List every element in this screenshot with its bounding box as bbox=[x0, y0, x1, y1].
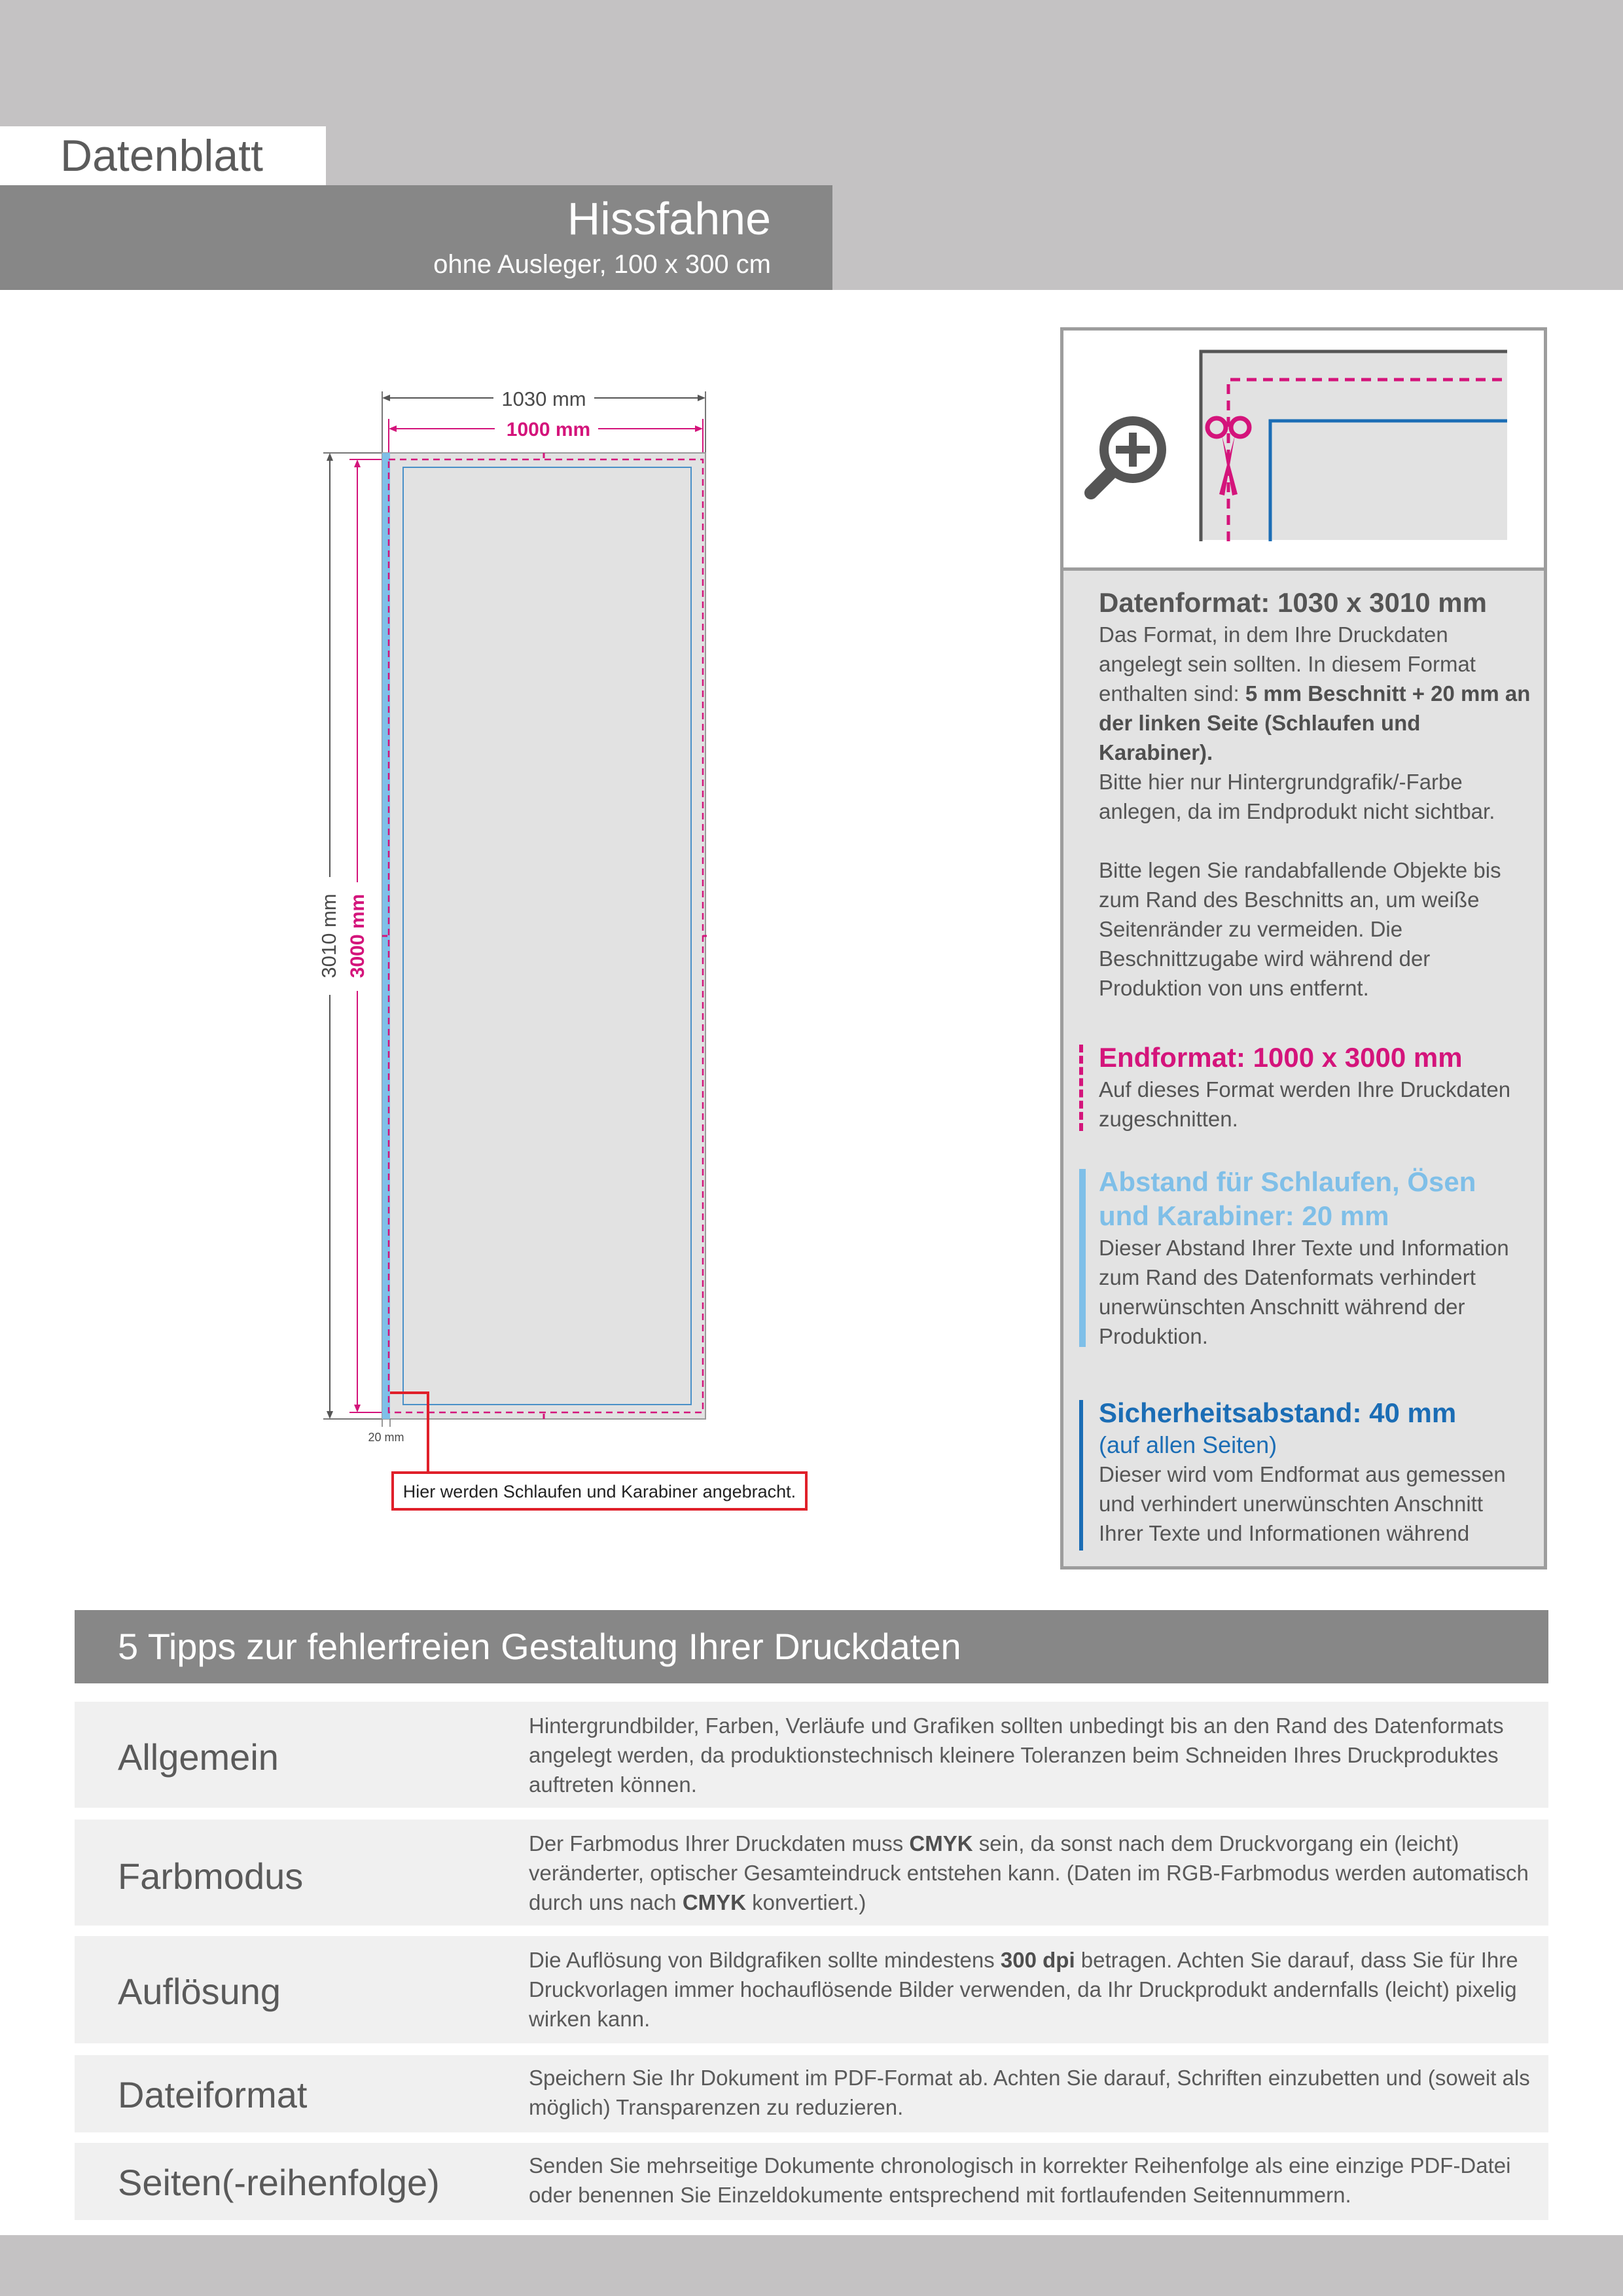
tip-label: Seiten(-reihenfolge) bbox=[118, 2162, 440, 2203]
endformat-description: Auf dieses Format werden Ihre Druckdaten zugeschnitten. bbox=[1099, 1077, 1511, 1131]
final-width-dimension bbox=[389, 419, 703, 453]
abstand-description: Dieser Abstand Ihrer Texte und Information zum Rand des Datenformats verhindert unerwünschten Anschnitt während der Produktion. bbox=[1099, 1236, 1509, 1348]
tip-label: Allgemein bbox=[118, 1736, 279, 1778]
sicherheit-subtitle: (auf allen Seiten) bbox=[1099, 1431, 1277, 1458]
final-height-label: 3000 mm bbox=[347, 893, 368, 978]
tip-row bbox=[75, 2055, 1548, 2132]
endformat-title: Endformat: 1000 x 3000 mm bbox=[1099, 1042, 1463, 1073]
tip-text: Senden Sie mehrseitige Dokumente chronologisch in korrekter Reihenfolge als eine einzige PDF-Datei oder benennen Sie Einzeldokumente entsprechend mit fortlaufenden Seitennummern. bbox=[529, 2153, 1511, 2207]
loop-area-marker bbox=[1079, 1169, 1086, 1347]
tip-row bbox=[75, 1820, 1548, 1926]
data-height-label: 3010 mm bbox=[317, 893, 340, 978]
data-width-label: 1030 mm bbox=[501, 387, 586, 410]
product-subtitle: ohne Ausleger, 100 x 300 cm bbox=[433, 250, 771, 279]
callout-text: Hier werden Schlaufen und Karabiner angebracht. bbox=[402, 1482, 796, 1501]
tips-title: 5 Tipps zur fehlerfreien Gestaltung Ihrer Druckdaten bbox=[118, 1626, 961, 1667]
tip-label: Farbmodus bbox=[118, 1856, 304, 1897]
info-datenformat bbox=[1099, 586, 1531, 1003]
zoom-detail bbox=[1063, 331, 1544, 571]
tip-text: Die Auflösung von Bildgrafiken sollte mindestens 300 dpi betragen. Achten Sie darauf, dass Sie für Ihre Druckvorlagen immer hochauflösende Bilder verwenden, da Ihr Druckprodukt andernfalls (leicht) pixelig wirken kann. bbox=[529, 1948, 1518, 2031]
sicherheit-description: Dieser wird vom Endformat aus gemessen und verhindert unerwünschten Anschnitt Ihrer Texte und Informationen während bbox=[1099, 1462, 1506, 1545]
tip-text: Speichern Sie Ihr Dokument im PDF-Format ab. Achten Sie darauf, Schriften einzubetten und (soweit als möglich) Transparenzen zu reduzieren. bbox=[529, 2066, 1530, 2119]
data-format-area bbox=[382, 453, 705, 1419]
tip-label: Auflösung bbox=[118, 1971, 281, 2012]
tips-header bbox=[75, 1610, 1548, 1683]
title-box bbox=[0, 185, 832, 290]
safety-margin-marker bbox=[1079, 1400, 1083, 1551]
datenformat-description: Das Format, in dem Ihre Druckdaten angelegt sein sollten. In diesem Format enthalten sind: 5 mm Beschnitt + 20 mm an der linken Seite (Schlaufen und Karabiner). bbox=[1099, 622, 1531, 764]
tip-row bbox=[75, 1936, 1548, 2043]
product-title: Hissfahne bbox=[567, 193, 771, 244]
datenformat-title: Datenformat: 1030 x 3010 mm bbox=[1099, 587, 1487, 618]
info-sicherheit bbox=[1099, 1396, 1531, 1548]
zoom-in-icon bbox=[1091, 421, 1162, 493]
info-endformat bbox=[1099, 1041, 1531, 1134]
tip-label: Dateiformat bbox=[118, 2074, 308, 2115]
corner-detail-graphic bbox=[1063, 331, 1544, 567]
tip-row bbox=[75, 2143, 1548, 2220]
info-panel bbox=[1060, 327, 1547, 1570]
datenformat-background-note: Bitte hier nur Hintergrundgrafik/-Farbe anlegen, da im Endprodukt nicht sichtbar. bbox=[1099, 770, 1495, 823]
abstand-title: Abstand für Schlaufen, Ösen und Karabiner: 20 mm bbox=[1099, 1166, 1476, 1231]
final-format-marker bbox=[1079, 1045, 1083, 1131]
tip-text: Hintergrundbilder, Farben, Verläufe und Grafiken sollten unbedingt bis an den Rand des Datenformats angelegt werden, da produktionstechnisch kleinere Toleranzen beim Schneiden Ihres Druckproduktes auftreten können. bbox=[529, 1713, 1504, 1797]
sicherheit-title: Sicherheitsabstand: 40 mm bbox=[1099, 1397, 1457, 1428]
document-type-label: Datenblatt bbox=[0, 126, 326, 185]
info-abstand bbox=[1099, 1165, 1531, 1351]
datenformat-bleed-note: Bitte legen Sie randabfallende Objekte bis zum Rand des Beschnitts an, um weiße Seitenränder zu vermeiden. Die Beschnittzugabe wird während der Produktion von uns entfernt. bbox=[1099, 858, 1501, 1000]
format-diagram bbox=[0, 290, 1021, 1566]
footer-band bbox=[0, 2235, 1623, 2296]
final-width-label: 1000 mm bbox=[506, 419, 591, 440]
tip-text: Der Farbmodus Ihrer Druckdaten muss CMYK sein, da sonst nach dem Druckvorgang ein (leicht) veränderter, optischer Gesamteindruck entstehen kann. (Daten im RGB-Farbmodus werden automatisch durch uns nach CMYK konvertiert.) bbox=[529, 1831, 1529, 1914]
tip-row bbox=[75, 1702, 1548, 1808]
left-margin-label: 20 mm bbox=[368, 1431, 404, 1444]
